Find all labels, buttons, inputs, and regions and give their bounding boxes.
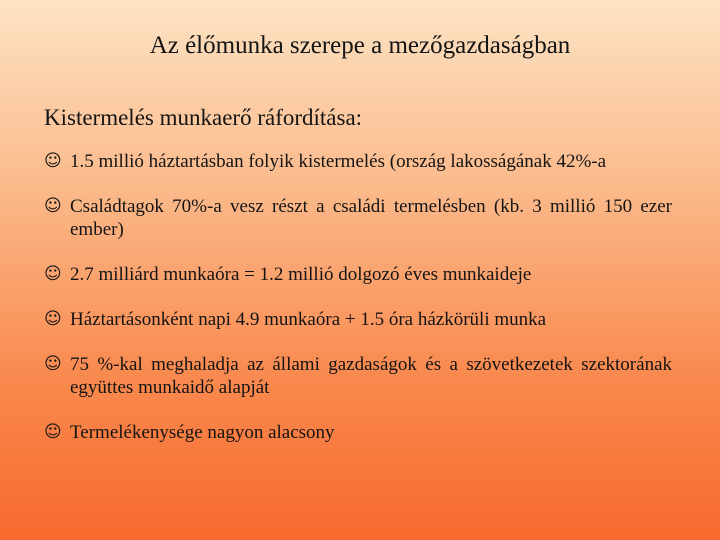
bullet-text: Termelékenysége nagyon alacsony bbox=[70, 422, 335, 443]
smiley-face-icon: ☺ bbox=[44, 309, 62, 329]
smiley-face-icon: ☺ bbox=[44, 354, 62, 374]
bullet-item bbox=[44, 308, 672, 331]
slide-title: Az élőmunka szerepe a mezőgazdaságban bbox=[149, 32, 571, 59]
smiley-face-icon: ☺ bbox=[44, 196, 62, 216]
bullet-item bbox=[44, 353, 672, 399]
bullet-item bbox=[44, 421, 672, 444]
bullet-item bbox=[44, 195, 672, 241]
slide-subtitle: Kistermelés munkaerő ráfordítása: bbox=[44, 105, 363, 130]
bullet-text: 2.7 milliárd munkaóra = 1.2 millió dolgozó éves munkaideje bbox=[70, 264, 532, 285]
bullet-item bbox=[44, 150, 672, 173]
smiley-face-icon: ☺ bbox=[44, 422, 62, 442]
bullet-text: 75 %-kal meghaladja az állami gazdaságok és a szövetkezetek szektorának együttes munkaidő alapját bbox=[70, 354, 672, 398]
smiley-face-icon: ☺ bbox=[44, 151, 62, 171]
smiley-face-icon: ☺ bbox=[44, 264, 62, 284]
bullet-text: 1.5 millió háztartásban folyik kistermelés (ország lakosságának 42%-a bbox=[70, 151, 607, 172]
bullet-list bbox=[44, 150, 672, 444]
bullet-text: Családtagok 70%-a vesz részt a családi termelésben (kb. 3 millió 150 ezer ember) bbox=[70, 196, 672, 240]
bullet-text: Háztartásonként napi 4.9 munkaóra + 1.5 óra házkörüli munka bbox=[70, 309, 547, 330]
bullet-item bbox=[44, 263, 672, 286]
